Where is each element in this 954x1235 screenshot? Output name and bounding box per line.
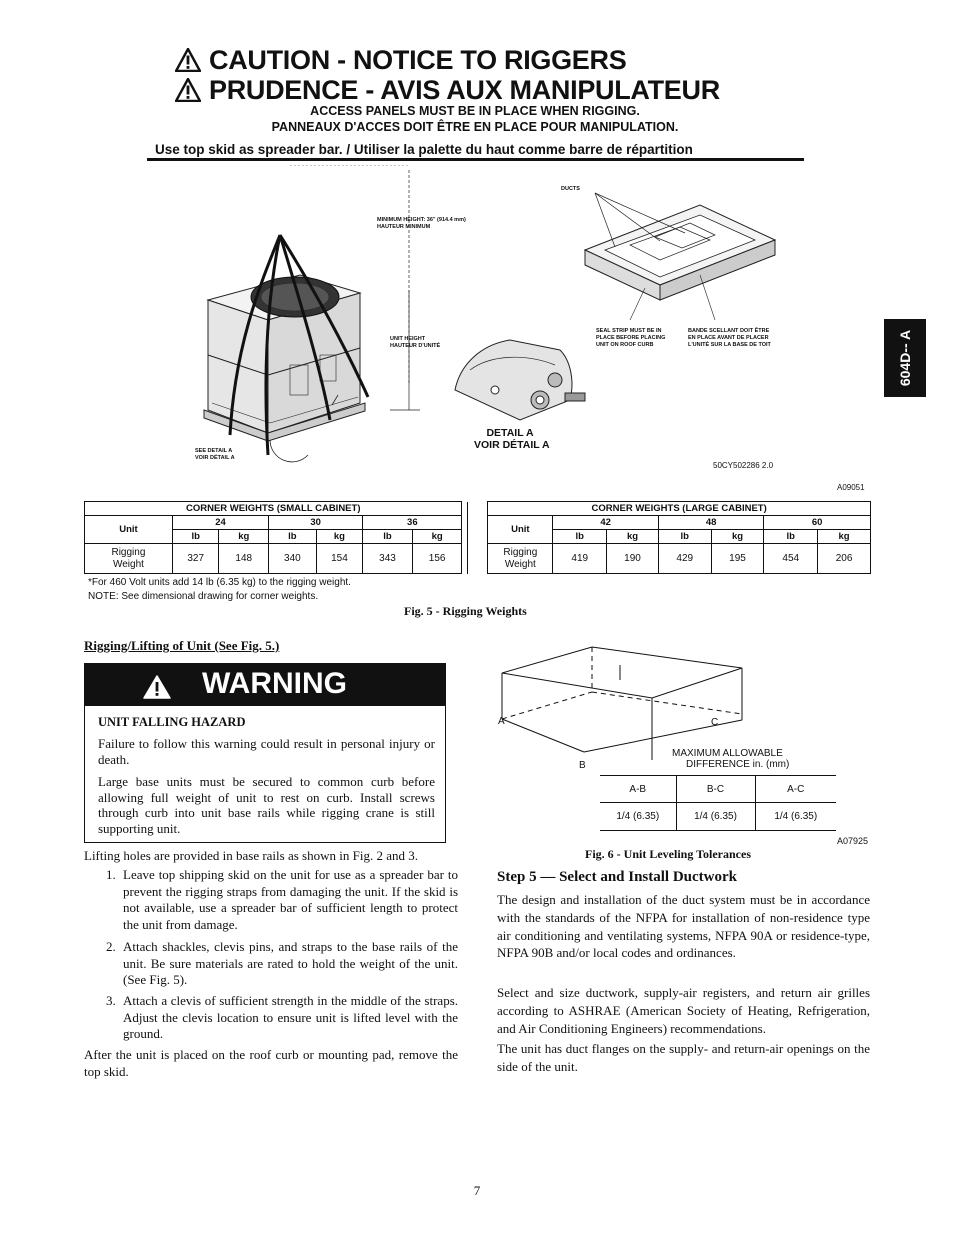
caution-title-en: CAUTION - NOTICE TO RIGGERS [175,45,626,75]
min-height-label: MINIMUM HEIGHT: 36" (914.4 mm) HAUTEUR MINIMUM [377,217,466,230]
warning-triangle-icon [175,78,201,102]
see-detail-label: SEE DETAIL A VOIR DÉTAIL A [195,448,235,461]
point-a-label: A [498,716,505,727]
fig6-caption: Fig. 6 - Unit Leveling Tolerances [585,847,751,861]
small-cabinet-title: CORNER WEIGHTS (SMALL CABINET) [85,502,462,516]
warning-triangle-icon [143,675,171,699]
detail-a-drawing [455,340,585,420]
seal-strip-fr: BANDE SCELLANT DOIT ÊTRE EN PLACE AVANT DE PLACER L'UNITÉ SUR LA BASE DE TOIT [688,328,771,348]
ducts-label: DUCTS [561,186,580,192]
list-item: 2. Attach shackles, clevis pins, and straps to the base rails of the unit. Be sure materials are rated to hold the weight of the unit. (See Fig. 5). [106,939,458,987]
caution-title-fr: PRUDENCE - AVIS AUX MANIPULATEUR [175,75,720,105]
tolerance-title-2: DIFFERENCE in. (mm) [686,759,790,770]
hazard-title: UNIT FALLING HAZARD [98,715,246,729]
corner-weights-table: CORNER WEIGHTS (SMALL CABINET) CORNER WEIGHTS (LARGE CABINET) Unit 24 30 36 Unit 42 48 60 lb kg lb kg lb kg lb kg lb kg lb kg Rigging Weight 327 148 340 154 343 156 Rigging Weight 419 190 429 195 454 206 [84,501,871,574]
point-b-label: B [579,760,586,771]
large-row-label: Rigging Weight [488,544,553,574]
side-tab: 604D-- A [884,319,926,397]
access-panels-fr: PANNEAUX D'ACCES DOIT ÊTRE EN PLACE POUR MANIPULATION. [271,120,679,134]
step5-title: Step 5 — Select and Install Ductwork [497,869,738,885]
note-dimensional: NOTE: See dimensional drawing for corner weights. [88,591,319,602]
warning-triangle-icon [175,48,201,72]
drawing-number: 50CY502286 2.0 [713,461,774,470]
unit-height-label: UNIT HEIGHT HAUTEUR D'UNITÉ [390,336,441,349]
ductwork-para-2: Select and size ductwork, supply-air registers, and return air grilles according to ASHRAE (American Society of Heating, Refrigeration, and Air Conditioning Engineers) recommendations. [497,985,870,1036]
list-item: 1. Leave top shipping skid on the unit for use as a spreader bar to prevent the rigging straps from damaging the unit. If the skid is not available, use a spreader bar of sufficient length to protect the unit from damage. [106,867,458,932]
note-460v: *For 460 Volt units add 14 lb (6.35 kg) to the rigging weight. [88,577,351,588]
point-c-label: C [711,717,719,728]
warning-para-2: Large base units must be secured to common curb before allowing full weight of unit to rest on curb. Install screws through curb into unit base rails while rigging crane is still supporting unit. [98,774,435,836]
tolerance-title-1: MAXIMUM ALLOWABLE [672,748,783,759]
access-panels-en: ACCESS PANELS MUST BE IN PLACE WHEN RIGGING. [310,104,640,118]
fig6-id: A07925 [837,836,869,846]
small-row-label: Rigging Weight [85,544,173,574]
detail-a-label: DETAIL A VOIR DÉTAIL A [474,427,550,451]
list-item: 3. Attach a clevis of sufficient strength in the middle of the straps. Adjust the clevis location to ensure unit is lifted level with the ground. [106,993,458,1041]
header-rule [147,158,804,161]
roof-curb-drawing [585,193,775,320]
after-placement-text: After the unit is placed on the roof curb or mounting pad, remove the top skid. [84,1047,458,1079]
lifting-holes-text: Lifting holes are provided in base rails as shown in Fig. 2 and 3. [84,848,418,863]
large-cabinet-title: CORNER WEIGHTS (LARGE CABINET) [488,502,871,516]
page-number: 7 [473,1183,481,1198]
fig5-id: A09051 [837,483,865,492]
unit-cabinet [204,275,365,441]
ductwork-para-3: The unit has duct flanges on the supply- and return-air openings on the side of the unit. [497,1041,870,1074]
rigging-section-title: Rigging/Lifting of Unit (See Fig. 5.) [84,638,280,653]
warning-label: WARNING [202,667,347,700]
warning-para-1: Failure to follow this warning could result in personal injury or death. [98,736,435,767]
seal-strip-en: SEAL STRIP MUST BE IN PLACE BEFORE PLACING UNIT ON ROOF CURB [596,328,666,348]
ductwork-para-1: The design and installation of the duct system must be in accordance with the standards of the NFPA for installation of non-residence type air conditioning and ventilating systems, NFPA 90A or residence-type, NFPA 90B and/or local codes and ordinances. [497,892,870,961]
warning-header [85,664,445,706]
warning-box [84,663,446,843]
leveling-box-drawing [495,645,745,765]
spreader-instruction: Use top skid as spreader bar. / Utiliser la palette du haut comme barre de répartition [155,142,693,157]
fig5-caption: Fig. 5 - Rigging Weights [404,604,527,618]
leveling-tolerance-table: A-B B-C A-C 1/4 (6.35) 1/4 (6.35) 1/4 (6.35) [600,775,836,831]
